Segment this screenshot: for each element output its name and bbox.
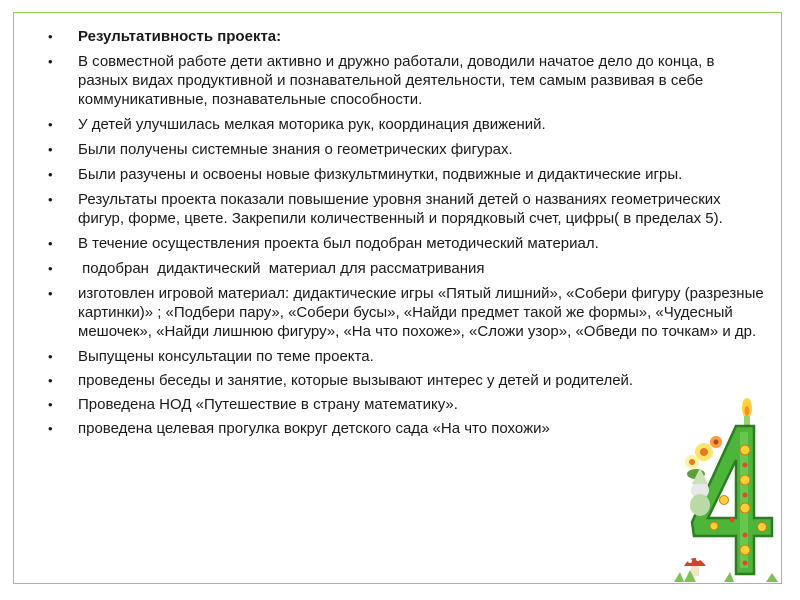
bullet-text: изготовлен игровой материал: дидактические игры «Пятый лишний», «Собери фигуру (разрезные картинки)» ; «Подбери пару», «Собери бусы», «Найди предмет такой же формы», «Чудесный мешочек», «Найди лишнюю фигуру», «На что похоже», «Сложи узор», «Обведи по точкам» и др. (78, 285, 764, 340)
bullet-text: Были получены системные знания о геометрических фигурах. (78, 141, 513, 158)
bullet-text: В совместной работе дети активно и дружно работали, доводили начатое дело до конца, в разных видах продуктивной и познавательной деятельности, тем самым развивая в себе коммуникативные, познавательные способности. (78, 53, 715, 108)
bullet-item-heading (45, 27, 765, 46)
bullet-item (45, 419, 765, 438)
bullet-text: В течение осуществления проекта был подобран методический материал. (78, 235, 599, 252)
bullet-text: Были разучены и освоены новые физкультминутки, подвижные и дидактические игры. (78, 166, 683, 183)
bullet-item (45, 284, 765, 341)
bullet-item (45, 190, 765, 228)
bullet-icon: • (48, 142, 53, 157)
bullet-text: проведены беседы и занятие, которые вызывают интерес у детей и родителей. (78, 372, 634, 389)
bullet-text: Проведена НОД «Путешествие в страну математику». (78, 396, 458, 413)
bullet-item (45, 347, 765, 366)
bullet-text: У детей улучшилась мелкая моторика рук, координация движений. (78, 116, 546, 133)
mushroom-icon (684, 557, 706, 576)
bullet-text: подобран дидактический материал для рассматривания (78, 260, 485, 277)
green-number-four-with-flowers-icon (674, 390, 784, 585)
bullet-item (45, 115, 765, 134)
bullet-icon: • (48, 29, 53, 44)
bullet-icon: • (48, 54, 53, 69)
bullet-item (45, 395, 765, 414)
bullet-icon: • (48, 117, 53, 132)
bullet-item (45, 371, 765, 390)
heading-text: Результативность проекта: (78, 28, 282, 45)
bullet-item (45, 234, 765, 253)
bullet-text: Результаты проекта показали повышение уровня знаний детей о названиях геометрических фигур, форме, цвете. Закрепили количественный и порядковый счет, цифры( в пределах 5). (78, 191, 723, 227)
bullet-icon: • (48, 373, 53, 388)
bullet-item (45, 140, 765, 159)
bullet-list (45, 27, 765, 443)
bullet-icon: • (48, 349, 53, 364)
bullet-icon: • (48, 421, 53, 436)
bullet-icon: • (48, 192, 53, 207)
bullet-icon: • (48, 167, 53, 182)
bullet-item (45, 52, 765, 109)
bullet-text: Выпущены консультации по теме проекта. (78, 348, 374, 365)
bullet-icon: • (48, 286, 53, 301)
bullet-item (45, 165, 765, 184)
bullet-item (45, 259, 765, 278)
bullet-icon: • (48, 236, 53, 251)
bullet-icon: • (48, 397, 53, 412)
bullet-icon: • (48, 261, 53, 276)
bullet-text: проведена целевая прогулка вокруг детского сада «На что похожи» (78, 420, 550, 437)
